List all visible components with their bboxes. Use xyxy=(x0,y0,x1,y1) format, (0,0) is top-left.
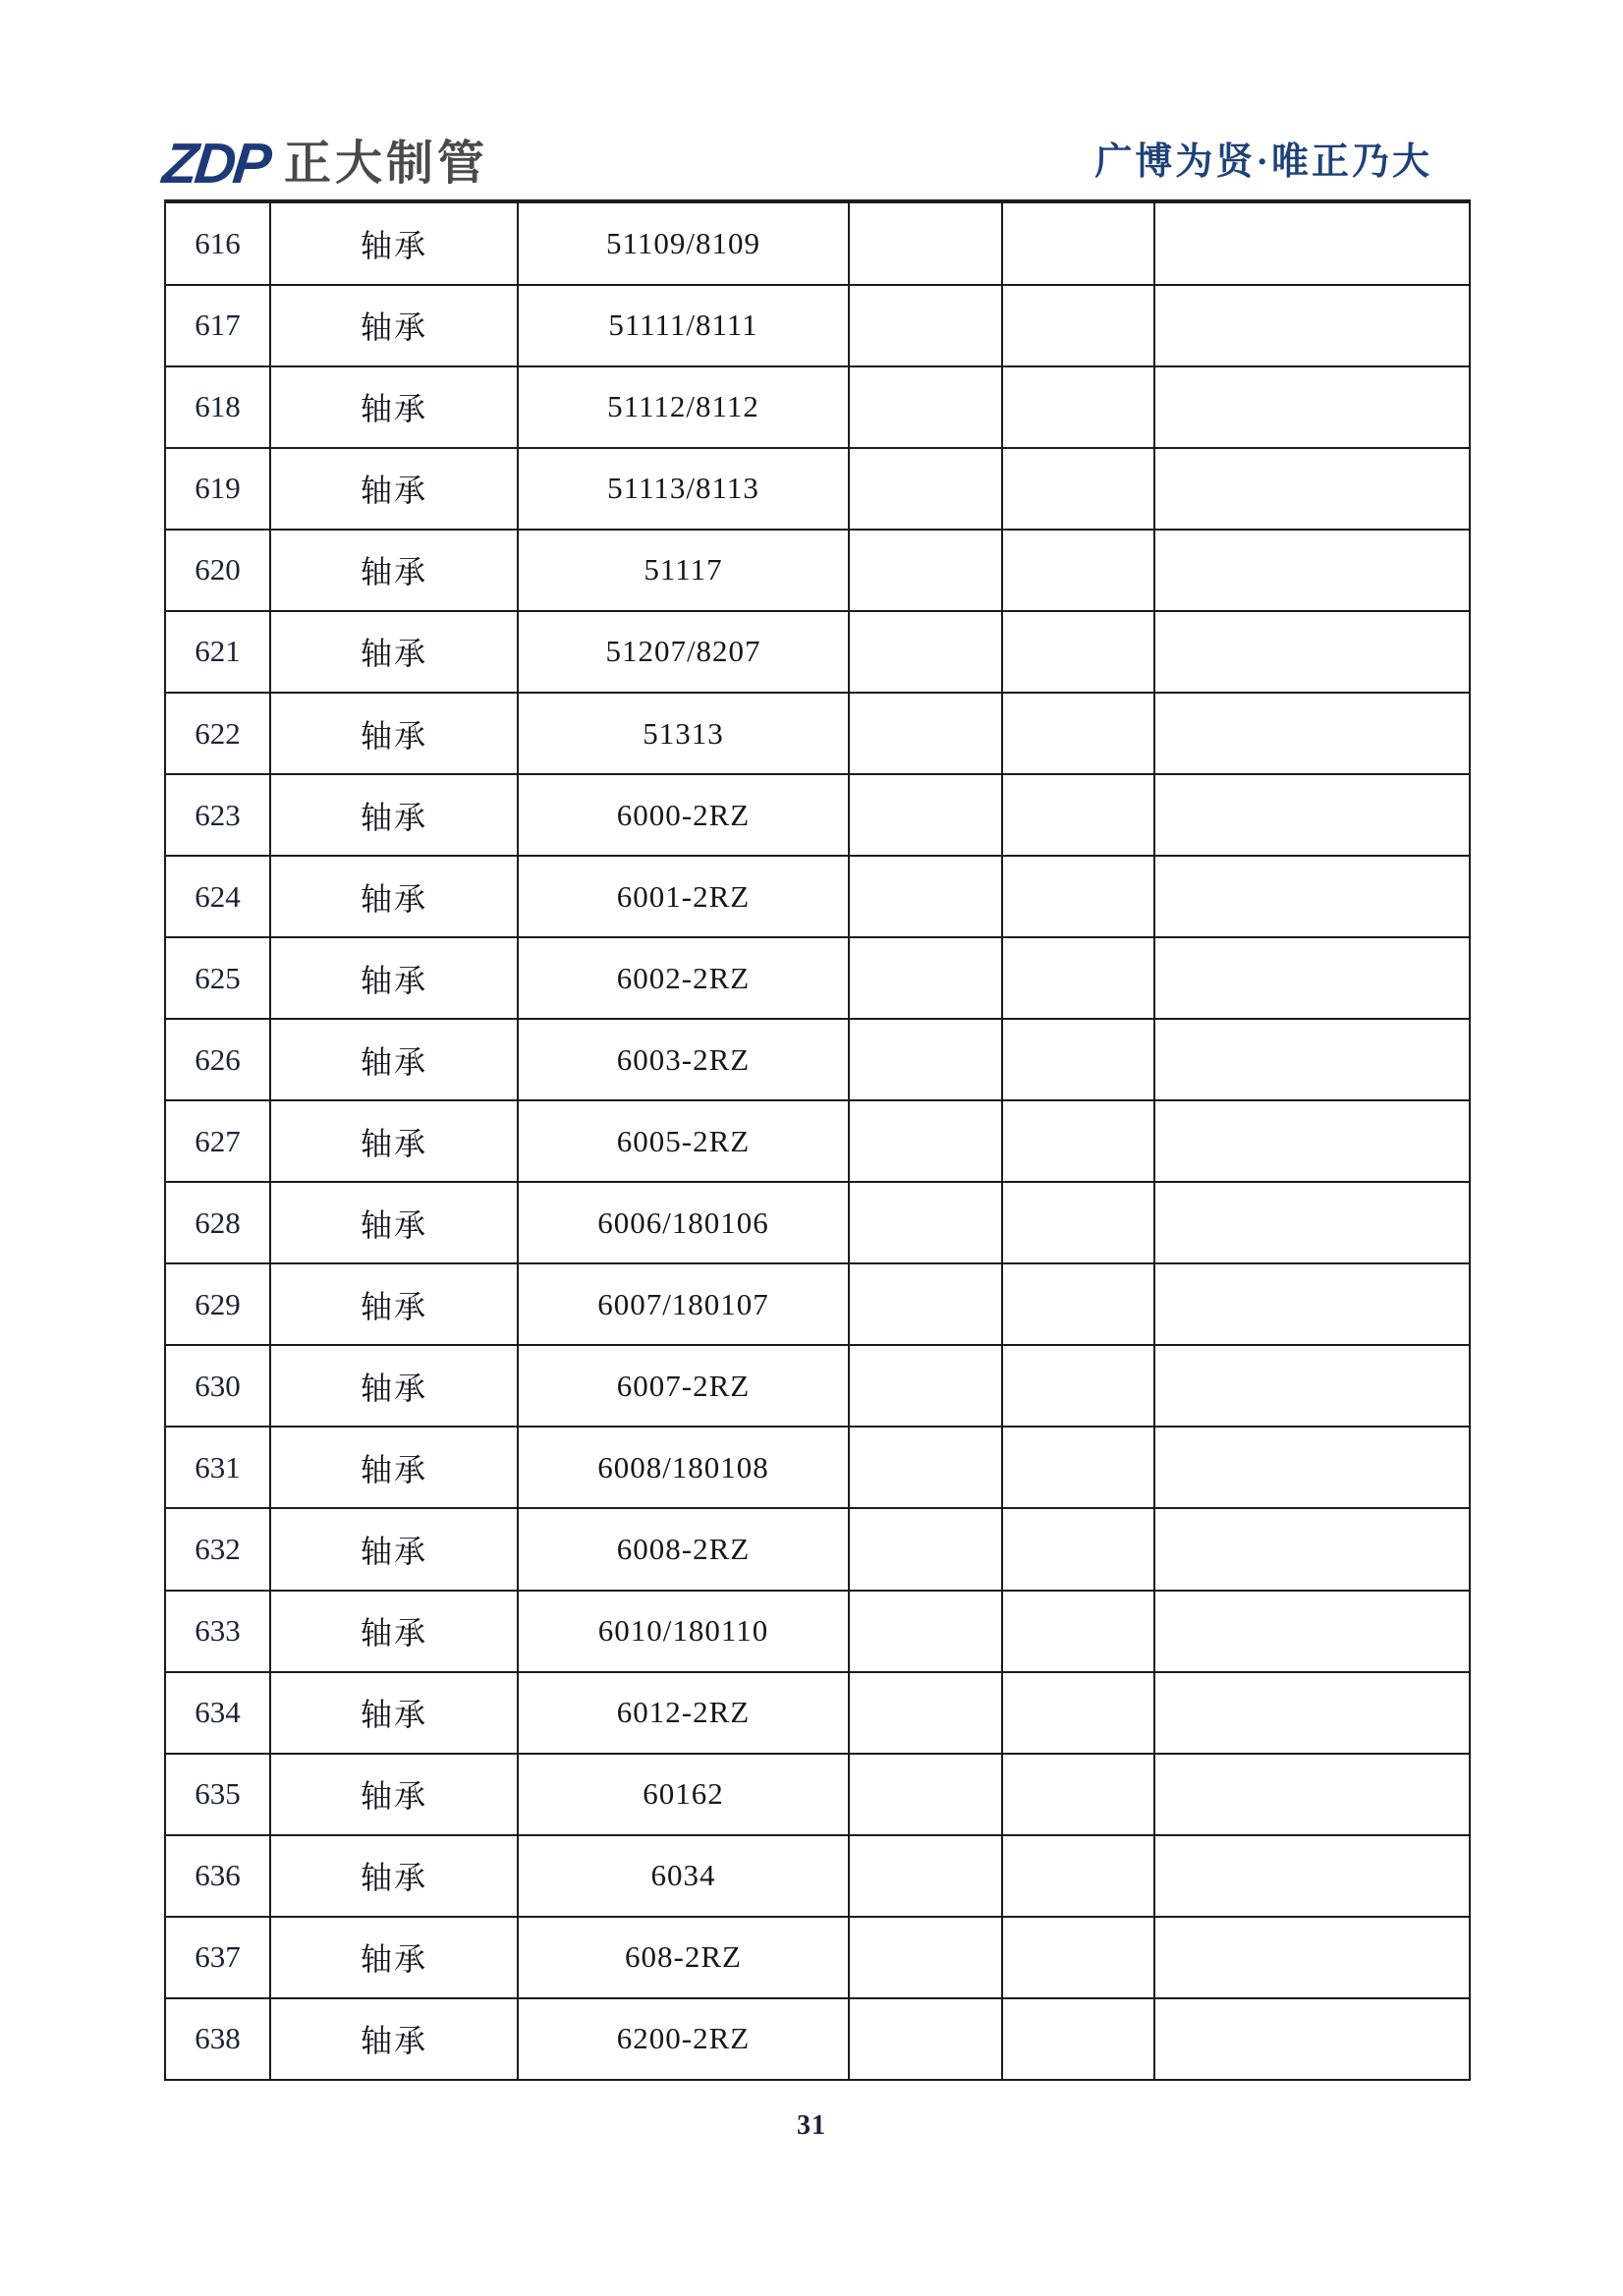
empty-cell-1 xyxy=(849,366,1002,448)
model-number-cell: 51313 xyxy=(518,693,849,774)
row-number-cell: 627 xyxy=(165,1100,270,1182)
table-row xyxy=(165,1427,1470,1508)
empty-cell-3 xyxy=(1154,1263,1470,1345)
empty-cell-2 xyxy=(1002,201,1154,285)
table-row xyxy=(165,1508,1470,1590)
item-name-cell: 轴承 xyxy=(270,937,518,1019)
row-number-cell: 634 xyxy=(165,1672,270,1754)
empty-cell-3 xyxy=(1154,1917,1470,1998)
row-number-cell: 635 xyxy=(165,1754,270,1835)
model-number-cell: 6001-2RZ xyxy=(518,856,849,937)
model-number-cell: 6200-2RZ xyxy=(518,1998,849,2080)
item-name-cell: 轴承 xyxy=(270,1998,518,2080)
model-number-cell: 51109/8109 xyxy=(518,201,849,285)
model-number-cell: 51112/8112 xyxy=(518,366,849,448)
model-number-cell: 51111/8111 xyxy=(518,285,849,366)
empty-cell-3 xyxy=(1154,366,1470,448)
empty-cell-2 xyxy=(1002,611,1154,693)
table-row xyxy=(165,856,1470,937)
model-number-cell: 6010/180110 xyxy=(518,1591,849,1672)
empty-cell-1 xyxy=(849,448,1002,530)
item-name-cell: 轴承 xyxy=(270,1263,518,1345)
empty-cell-3 xyxy=(1154,774,1470,856)
table-row xyxy=(165,611,1470,693)
item-name-cell: 轴承 xyxy=(270,1754,518,1835)
table-row xyxy=(165,1019,1470,1100)
empty-cell-1 xyxy=(849,1345,1002,1427)
row-number-cell: 623 xyxy=(165,774,270,856)
item-name-cell: 轴承 xyxy=(270,366,518,448)
empty-cell-2 xyxy=(1002,1917,1154,1998)
empty-cell-3 xyxy=(1154,1345,1470,1427)
empty-cell-2 xyxy=(1002,693,1154,774)
item-name-cell: 轴承 xyxy=(270,1427,518,1508)
empty-cell-3 xyxy=(1154,1672,1470,1754)
model-number-cell: 51207/8207 xyxy=(518,611,849,693)
row-number-cell: 630 xyxy=(165,1345,270,1427)
empty-cell-1 xyxy=(849,611,1002,693)
item-name-cell: 轴承 xyxy=(270,201,518,285)
empty-cell-1 xyxy=(849,1998,1002,2080)
item-name-cell: 轴承 xyxy=(270,1019,518,1100)
empty-cell-2 xyxy=(1002,1019,1154,1100)
empty-cell-2 xyxy=(1002,1835,1154,1917)
zdp-logo-mark: ZDP xyxy=(159,132,272,196)
empty-cell-1 xyxy=(849,1019,1002,1100)
model-number-cell: 6003-2RZ xyxy=(518,1019,849,1100)
company-name-text: 正大制管 xyxy=(284,138,489,190)
model-number-cell: 6005-2RZ xyxy=(518,1100,849,1182)
empty-cell-2 xyxy=(1002,366,1154,448)
empty-cell-2 xyxy=(1002,1998,1154,2080)
item-name-cell: 轴承 xyxy=(270,1345,518,1427)
empty-cell-2 xyxy=(1002,774,1154,856)
row-number-cell: 622 xyxy=(165,693,270,774)
model-number-cell: 6034 xyxy=(518,1835,849,1917)
empty-cell-1 xyxy=(849,1100,1002,1182)
model-number-cell: 6002-2RZ xyxy=(518,937,849,1019)
empty-cell-1 xyxy=(849,285,1002,366)
table-row xyxy=(165,693,1470,774)
empty-cell-3 xyxy=(1154,1835,1470,1917)
table-row xyxy=(165,1100,1470,1182)
model-number-cell: 6000-2RZ xyxy=(518,774,849,856)
row-number-cell: 628 xyxy=(165,1182,270,1263)
item-name-cell: 轴承 xyxy=(270,1835,518,1917)
empty-cell-3 xyxy=(1154,1998,1470,2080)
item-name-cell: 轴承 xyxy=(270,611,518,693)
row-number-cell: 629 xyxy=(165,1263,270,1345)
empty-cell-1 xyxy=(849,1508,1002,1590)
empty-cell-3 xyxy=(1154,611,1470,693)
row-number-cell: 621 xyxy=(165,611,270,693)
empty-cell-2 xyxy=(1002,1672,1154,1754)
empty-cell-2 xyxy=(1002,285,1154,366)
row-number-cell: 616 xyxy=(165,201,270,285)
empty-cell-2 xyxy=(1002,1182,1154,1263)
table-row xyxy=(165,1182,1470,1263)
table-row xyxy=(165,1345,1470,1427)
empty-cell-2 xyxy=(1002,937,1154,1019)
table-row xyxy=(165,530,1470,611)
empty-cell-3 xyxy=(1154,856,1470,937)
item-name-cell: 轴承 xyxy=(270,1917,518,1998)
row-number-cell: 620 xyxy=(165,530,270,611)
empty-cell-1 xyxy=(849,1263,1002,1345)
parts-table-body xyxy=(165,201,1470,2080)
table-row xyxy=(165,285,1470,366)
empty-cell-3 xyxy=(1154,1754,1470,1835)
item-name-cell: 轴承 xyxy=(270,774,518,856)
table-row xyxy=(165,937,1470,1019)
table-row xyxy=(165,1835,1470,1917)
empty-cell-1 xyxy=(849,1591,1002,1672)
row-number-cell: 636 xyxy=(165,1835,270,1917)
table-row xyxy=(165,366,1470,448)
empty-cell-2 xyxy=(1002,1100,1154,1182)
table-row xyxy=(165,774,1470,856)
empty-cell-3 xyxy=(1154,937,1470,1019)
item-name-cell: 轴承 xyxy=(270,856,518,937)
empty-cell-2 xyxy=(1002,856,1154,937)
empty-cell-3 xyxy=(1154,201,1470,285)
item-name-cell: 轴承 xyxy=(270,1508,518,1590)
item-name-cell: 轴承 xyxy=(270,1672,518,1754)
item-name-cell: 轴承 xyxy=(270,1182,518,1263)
row-number-cell: 624 xyxy=(165,856,270,937)
empty-cell-2 xyxy=(1002,448,1154,530)
empty-cell-3 xyxy=(1154,1100,1470,1182)
row-number-cell: 617 xyxy=(165,285,270,366)
empty-cell-2 xyxy=(1002,1508,1154,1590)
empty-cell-1 xyxy=(849,1182,1002,1263)
empty-cell-2 xyxy=(1002,1263,1154,1345)
model-number-cell: 60162 xyxy=(518,1754,849,1835)
row-number-cell: 632 xyxy=(165,1508,270,1590)
table-row xyxy=(165,448,1470,530)
empty-cell-1 xyxy=(849,1835,1002,1917)
empty-cell-2 xyxy=(1002,530,1154,611)
model-number-cell: 6007-2RZ xyxy=(518,1345,849,1427)
page-header xyxy=(0,0,1623,196)
page-number: 31 xyxy=(797,2110,826,2141)
table-row xyxy=(165,1917,1470,1998)
parts-table xyxy=(164,199,1471,2081)
model-number-cell: 51113/8113 xyxy=(518,448,849,530)
empty-cell-3 xyxy=(1154,448,1470,530)
table-row xyxy=(165,1672,1470,1754)
table-row xyxy=(165,1591,1470,1672)
model-number-cell: 608-2RZ xyxy=(518,1917,849,1998)
row-number-cell: 631 xyxy=(165,1427,270,1508)
model-number-cell: 6008/180108 xyxy=(518,1427,849,1508)
empty-cell-1 xyxy=(849,774,1002,856)
empty-cell-3 xyxy=(1154,693,1470,774)
empty-cell-3 xyxy=(1154,530,1470,611)
row-number-cell: 619 xyxy=(165,448,270,530)
empty-cell-1 xyxy=(849,937,1002,1019)
row-number-cell: 633 xyxy=(165,1591,270,1672)
model-number-cell: 6012-2RZ xyxy=(518,1672,849,1754)
row-number-cell: 637 xyxy=(165,1917,270,1998)
table-row xyxy=(165,1998,1470,2080)
item-name-cell: 轴承 xyxy=(270,285,518,366)
empty-cell-3 xyxy=(1154,1591,1470,1672)
empty-cell-1 xyxy=(849,1672,1002,1754)
empty-cell-1 xyxy=(849,1917,1002,1998)
company-logo xyxy=(159,132,489,196)
empty-cell-3 xyxy=(1154,1508,1470,1590)
item-name-cell: 轴承 xyxy=(270,1591,518,1672)
empty-cell-3 xyxy=(1154,1019,1470,1100)
empty-cell-1 xyxy=(849,201,1002,285)
company-slogan: 广博为贤·唯正乃大 xyxy=(1094,141,1432,183)
row-number-cell: 638 xyxy=(165,1998,270,2080)
empty-cell-1 xyxy=(849,693,1002,774)
item-name-cell: 轴承 xyxy=(270,1100,518,1182)
table-row xyxy=(165,201,1470,285)
empty-cell-3 xyxy=(1154,1182,1470,1263)
empty-cell-2 xyxy=(1002,1345,1154,1427)
table-row xyxy=(165,1263,1470,1345)
item-name-cell: 轴承 xyxy=(270,448,518,530)
empty-cell-1 xyxy=(849,530,1002,611)
row-number-cell: 626 xyxy=(165,1019,270,1100)
row-number-cell: 625 xyxy=(165,937,270,1019)
empty-cell-2 xyxy=(1002,1591,1154,1672)
empty-cell-2 xyxy=(1002,1427,1154,1508)
model-number-cell: 51117 xyxy=(518,530,849,611)
empty-cell-3 xyxy=(1154,285,1470,366)
empty-cell-1 xyxy=(849,856,1002,937)
empty-cell-3 xyxy=(1154,1427,1470,1508)
item-name-cell: 轴承 xyxy=(270,693,518,774)
item-name-cell: 轴承 xyxy=(270,530,518,611)
empty-cell-1 xyxy=(849,1754,1002,1835)
model-number-cell: 6007/180107 xyxy=(518,1263,849,1345)
row-number-cell: 618 xyxy=(165,366,270,448)
model-number-cell: 6006/180106 xyxy=(518,1182,849,1263)
table-row xyxy=(165,1754,1470,1835)
empty-cell-1 xyxy=(849,1427,1002,1508)
model-number-cell: 6008-2RZ xyxy=(518,1508,849,1590)
empty-cell-2 xyxy=(1002,1754,1154,1835)
